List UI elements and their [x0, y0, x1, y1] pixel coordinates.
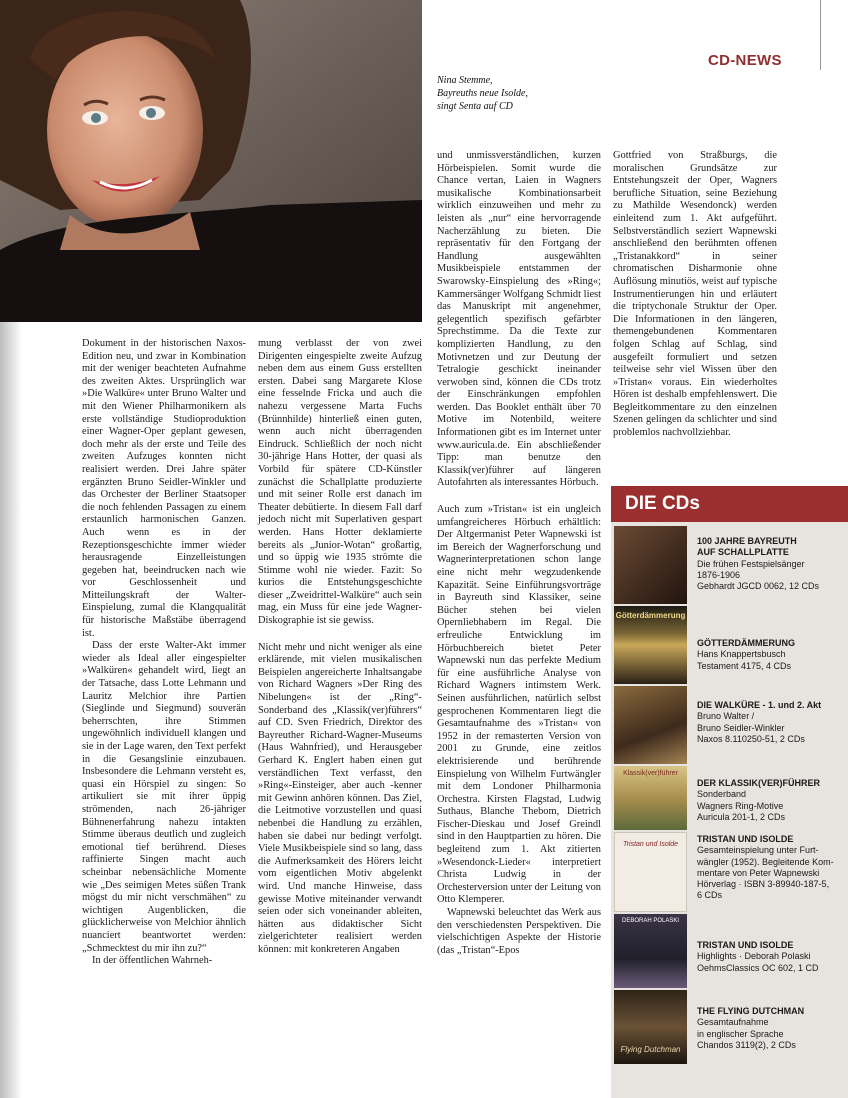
paragraph: Wapnewski beleuchtet das Werk aus den verschiedensten Perspektiven. Die vielschichtigen Aspekte der Historie (das „Tristan“-Epos [437, 907, 601, 956]
paragraph: Dokument in der historischen Naxos-Edition neu, und zwar in Kombination mit der weniger beachteten Aufnahme des zweiten Aktes. Ursprünglich war »Die Walküre« unter Bruno Walter und mit den Wiener Philharmonikern als erste vollständige Studioproduktion einer Wagner-Oper geplant gewesen, doch mehr als der erste und Teile des zweiten Aufzuges konnten nicht realisiert werden. Drei Jahre später ergänzten Bruno Seidler-Winkler und das Orchester der Berliner Staatsoper die noch fehlenden Passagen zu einem erstaunlich harmonischen Ganzen. Auch wenn es in der Rezeptionsgeschichte immer wieder herausragende Einzelleistungen gegeben hat, beeindrucken nach wie vor Geschlossenheit und Mitteilungskraft der Walter-Einspielung, zumal die Klangqualität für historische Maßstäbe überragend ist. [82, 338, 246, 639]
cd-line: DIE WALKÜRE - 1. und 2. Akt [697, 700, 822, 710]
cd-line: Highlights · Deborah Polaski [697, 951, 811, 962]
cd-line: Testament 4175, 4 CDs [697, 660, 792, 671]
cover-title: DEBORAH POLASKI [621, 918, 680, 924]
paragraph: und unmissverständlichen, kurzen Hörbeispielen. Somit wurde die Chance vertan, Laien in Wagners musikalische Kombinationsarbeit wirklich einzuweihen und mehr zu leisten als „nur“ eine hervorragende Nacherzählung zu bieten. Die repräsentativ für den Fortgang der Handlung ausgewählten Musikbeispiele entstammen der Swarowsky-Einspielung des »Ring«; Kammersänger Wolfgang Schmidt liest das Manuskript mit angenehmer, gelegentlich spezifisch gefärbter Sprechstimme. Da die Texte zur komplizierten Handlung, zu den Motivnetzen und zur Deutung der Tetralogie geschickt ineinander verwoben sind, können die CDs trotz der Einschränkungen empfohlen werden. Das Booklet enthält über 70 Motive im Notenbild, weitere Informationen gibt es im Internet unter www.auricula.de. Ein abschließender Tipp: man benutze den Klassik(ver)führer auf längeren Autofahrten als interessantes Hörbuch. [437, 150, 601, 489]
cd-cover-image [614, 606, 687, 684]
caption-line: Bayreuths neue Isolde, [437, 88, 528, 99]
cover-title: Klassik(ver)führer [623, 770, 678, 777]
cd-entry [611, 766, 848, 832]
cd-info [697, 536, 845, 592]
cd-line: TRISTAN UND ISOLDE [697, 834, 794, 844]
article-column-2 [258, 338, 422, 957]
cd-line: in englischer Sprache [697, 1028, 784, 1039]
cd-line: AUF SCHALLPLATTE [697, 547, 789, 558]
paragraph: In der öffentlichen Wahrneh- [92, 955, 213, 967]
paragraph: Auch zum »Tristan« ist ein ungleich umfangreicheres Hörbuch erhältlich: Der Altgermanist Peter Wapnewski ist im Bereich der Wagnerforschung und Wagnerinterpretationen schon lange eine nicht mehr wegzudenkende Kapazität. Seine Einführungsvorträge in Bayreuth sind Klassiker, seine Bücher stehen bei vielen Opernliebhabern im Regal. Die erfreuliche Entwicklung im Hörbuchbereich bietet Peter Wapnewski nun das perfekte Medium für eine ausführliche Analyse von Richard Wagners intimstem Werk. Seinen ausführlichen, natürlich selbst gesprochenen Kommentaren liegt die Gesamtaufnahme des »Tristan« von 1952 in der remasterten Version von 2001 zu Grunde, eine zeitlos elektrisierende und berührende Einspielung von Wilhelm Furtwängler mit dem Londoner Philharmonia Orchestra. Kirsten Flagstad, Ludwig Suthaus, Blanche Thebom, Dietrich Fischer-Dieskau und Josef Greindl sind in den Hauptpartien zu hören. Die begleitend zum 1. Akt zitierten »Wesendonck-Lieder« interpretiert Christa Ludwig in der Orchesterversion unter der Leitung von Otto Klemperer. [437, 504, 601, 906]
cd-entry [611, 990, 848, 1066]
cd-line: THE FLYING DUTCHMAN [697, 1006, 805, 1016]
cd-line: Naxos 8.110250-51, 2 CDs [697, 733, 805, 744]
cover-title: Tristan und Isolde [622, 841, 679, 848]
cd-line: Wagners Ring-Motive [697, 800, 784, 811]
cover-title: Götterdämmerung [615, 611, 686, 620]
cd-line: Bruno Walter / [697, 711, 755, 722]
cd-info [697, 940, 845, 974]
cd-line: Bruno Seidler-Winkler [697, 722, 785, 733]
cd-line: wängler (1952). Begleitende Kom- [697, 856, 834, 867]
cd-info [697, 700, 845, 745]
header-divider [820, 0, 821, 70]
portrait-photo [0, 0, 422, 322]
cd-cover-image [614, 526, 687, 604]
cd-line: TRISTAN UND ISOLDE [697, 940, 794, 950]
cd-line: DER KLASSIK(VER)FÜHRER [697, 778, 821, 788]
paragraph: Gottfried von Straßburgs, die moralischen Grundsätze zur Entstehungszeit der Oper, Wagners berufliche Situation, seine Beziehung zu Mathilde Wesendonck) werden einleitend zum 1. Akt aufgeführt. Selbstverständlich seziert Wapnewski anschließend den berühmten offenen „Tristanakkord“ in seiner chromatischen Disharmonie ohne Auflösung minutiös, weist auf typische Instrumentierungen hin und erläutert die triptychonale Struktur der Oper. Die Informationen in den längeren, themengebundenen Kommentaren folgen Schlag auf Schlag, sind ausgefeilt formuliert und setzen teilweise sehr viel Wissen über den »Tristan« voraus. Ein wiederholtes Hören ist deshalb empfehlenswert. Die Begleitkommentare zu den einzelnen Szenen gelingen da schlichter und sind problemlos nachvollziehbar. [613, 150, 777, 439]
cd-cover-image [614, 686, 687, 764]
cd-info [697, 834, 845, 902]
article-column-4 [613, 150, 777, 440]
article-column-3 [437, 150, 601, 957]
cd-line: Chandos 3119(2), 2 CDs [697, 1039, 796, 1050]
cd-info [697, 778, 845, 823]
cd-line: 1876-1906 [697, 569, 741, 580]
cover-title: Flying Dutchman [620, 1045, 681, 1054]
article-column-1 [82, 338, 246, 968]
cd-line: mentare von Peter Wapnewski [697, 867, 820, 878]
caption-line: singt Senta auf CD [437, 101, 513, 112]
cd-cover-image [614, 990, 687, 1064]
photo-caption [437, 74, 597, 113]
cd-entry [611, 526, 848, 606]
cd-info [697, 1006, 845, 1051]
paragraph: Dass der erste Walter-Akt immer wieder als Ideal aller eingespielter »Walküren« gehandelt wird, liegt an der Tatsache, dass Lotte Lehmann und Lauritz Melchior ihre Partien (Sieglinde und Siegmund) souverän beherrschten, ihre Stimmen ungewöhnlich individuell klangen und sie in der Lage waren, den Text perfekt in die Gesangslinie einzubauen. Insbesondere die Lehmann versteht es, quasi ein Hörspiel zu singen: So artikuliert sie mit ihrer üppig strömenden, nach 26-jähriger Bühnenerfahrung nahezu intakten Stimme überaus deutlich und zugleich emotional tief berührend. Dieses raffinierte Singen macht auch scheinbar nebensächliche Momente wie „Des seimigen Metes süßen Trank mögst du mir nicht verschmähen“ zu wichtigen Augenblicken, die glücklicherweise von Melchior ähnlich nuanciert beantwortet werden: „Schmecktest du mir ihn zu?“ [82, 640, 246, 954]
caption-line: Nina Stemme, [437, 75, 493, 86]
paragraph: Nicht mehr und nicht weniger als eine erklärende, mit vielen musikalischen Beispielen angereicherte Inhaltsangabe von Richard Wagners »Der Ring des Nibelungen« ist der „Ring“-Sonderband des „Klassik(ver)führers“ auf CD. Sven Friedrich, Direktor des Bayreuther Richard-Wagner-Museums (Haus Wahnfried), und Herausgeber Gerhard K. Englert haben einen gut verständlichen Text verfasst, den »Ring«-Einsteiger, aber auch -kenner mit Gewinn anhören können. Das Ziel, die Leitmotive vorzustellen und quasi nebenbei die Handlung zu erzählen, haben sie dabei nur bedingt verfolgt. Viele Musikbeispiele sind so lang, dass die Aufmerksamkeit des Hörers leicht vom eigentlichen Motiv abgelenkt wird. Und manche Hinweise, dass gewisse Motive miteinander verwandt seien oder sich voneinander ableiten, hätten aus didaktischer Sicht zielgerichteter realisiert werden können: mit konkreteren Angaben [258, 641, 422, 955]
cd-line: Hans Knappertsbusch [697, 649, 786, 660]
cd-line: Gesamtaufnahme [697, 1017, 769, 1028]
cd-line: Gesamteinspielung unter Furt- [697, 845, 819, 856]
cd-line: Die frühen Festspielsänger [697, 558, 805, 569]
cd-info [697, 638, 845, 672]
cd-entry [611, 914, 848, 990]
paragraph: mung verblasst der von zwei Dirigenten eingespielte zweite Aufzug neben dem aus einem Guss erstellten ersten. Dabei sang Margarete Klose eine fesselnde Fricka und auch die nahezu vergessene Marta Fuchs (Brünnhilde) hinterließ einen guten, wenn auch nicht überragenden Eindruck. Schließlich der noch nicht 30-jährige Hans Hotter, der quasi als Vorbild für spätere CD-Künstler zunächst die Schallplatte produzierte und mit seiner Rolle erst danach im Theater debütierte. In diesem Fall darf jedoch nicht mit Superlativen gespart werden. Hans Hotter deklamierte bereits als „Junior-Wotan“ großartig, und so üppig wie 1935 strömte die Stimme wohl nie wieder. Fazit: So kurios die Entstehungsgeschichte dieser „Zweidrittel-Walküre“ auch sein mag, ein Muss für eine jede Wagner-Diskographie ist sie gewiss. [258, 338, 422, 627]
cd-sidebar [611, 486, 848, 1098]
cd-line: 6 CDs [697, 890, 723, 901]
cd-line: 100 JAHRE BAYREUTH [697, 536, 797, 546]
sidebar-title: DIE CDs [611, 486, 848, 522]
cd-line: Hörverlag · ISBN 3-89940-187-5, [697, 879, 830, 890]
section-header: CD-NEWS [708, 52, 782, 69]
cd-entry [611, 686, 848, 766]
cd-line: Sonderband [697, 789, 747, 800]
cd-entry [611, 606, 848, 686]
cd-entry [611, 832, 848, 914]
cd-line: GÖTTERDÄMMERUNG [697, 638, 795, 648]
cd-cover-image [614, 766, 687, 830]
cd-line: OehmsClassics OC 602, 1 CD [697, 962, 819, 973]
cd-cover-image [614, 832, 687, 912]
cd-cover-image [614, 914, 687, 988]
cd-line: Auricula 201-1, 2 CDs [697, 811, 786, 822]
cd-line: Gebhardt JGCD 0062, 12 CDs [697, 581, 820, 592]
